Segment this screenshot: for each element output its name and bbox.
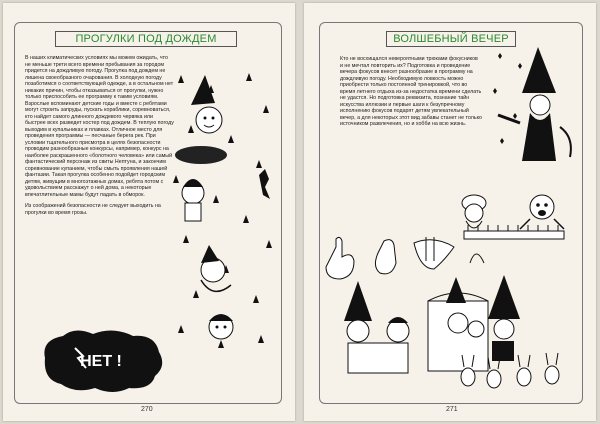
article-body: В наших климатических условиях мы можем ожидать, что не меньше трети всего времени пребывания за городом придется на дождливую погоду. Прогулка под дождем не лишена своеобразного очарования. В холодную погоду позаботимся о соответствующей одежде, а в остальном нет никаких причин, чтобы отказываться от прогулки, нужно только приспособить ее программу к таким условиям. Взрослые вспоминают детские годы и вместе с ребятами могут строить запруды, пускать кораблики, соревноваться, кто найдет самого длинного дождевого червяка или быстрее всех разведет костер под дождем. В теплую погоду выходим в купальниках и плавках. Отличное место для проведения программы — песчаные берега рек. При условии тщательного присмотра в целях безопасности проводим разнообразные конкурсы, например, конкурс на наиболее раскрашенного «болотного человека» или самый фантастический персонаж из свиты Нептуна, и закончим соревнование купанием, чтобы смыть проявления нашей фантазии. Такая прогулка особенно подойдет городским детям, живущим в многоэтажных домах, ребята потом с удовольствием расскажут о ней дома, а некоторые впечатлительные мамы будут падать в обморок. bbox=[25, 55, 174, 198]
page-number: 270 bbox=[141, 406, 153, 413]
article-text bbox=[340, 56, 482, 128]
safety-note: Из соображений безопасности не следует выходить на прогулки во время грозы. bbox=[25, 203, 161, 216]
rain-illustration bbox=[171, 65, 279, 365]
right-page bbox=[304, 3, 596, 421]
no-banner bbox=[39, 328, 165, 390]
left-page bbox=[3, 3, 295, 421]
banner-text: НЕТ ! bbox=[80, 353, 122, 370]
magic-show-illustration bbox=[328, 271, 580, 397]
page-title: ВОЛШЕБНЫЙ ВЕЧЕР bbox=[386, 31, 516, 47]
wizard-illustration bbox=[490, 43, 580, 178]
article-body: Кто не восхищался невероятными трюками фокусников и не мечтал повторить их? Подготовка и проведение вечера фокусов внесет разнообразие в программу на дождливую погоду. Необходимую ловкость можно приобрести только постоянной тренировкой, что во время летнего отдыха из-за недостатка времени сделать не удастся. Но подготовка реквизита, познание тайн искусства иллюзии и первые шаги к безупречному исполнению фокусов подарят детям увлекательный вечер, а для некоторых этот вид забавы станет не только источником развлечения, но и хобби на всю жизнь. bbox=[340, 56, 482, 127]
page-title: ПРОГУЛКИ ПОД ДОЖДЕМ bbox=[55, 31, 237, 47]
page-number: 271 bbox=[446, 406, 458, 413]
article-text bbox=[25, 55, 175, 216]
